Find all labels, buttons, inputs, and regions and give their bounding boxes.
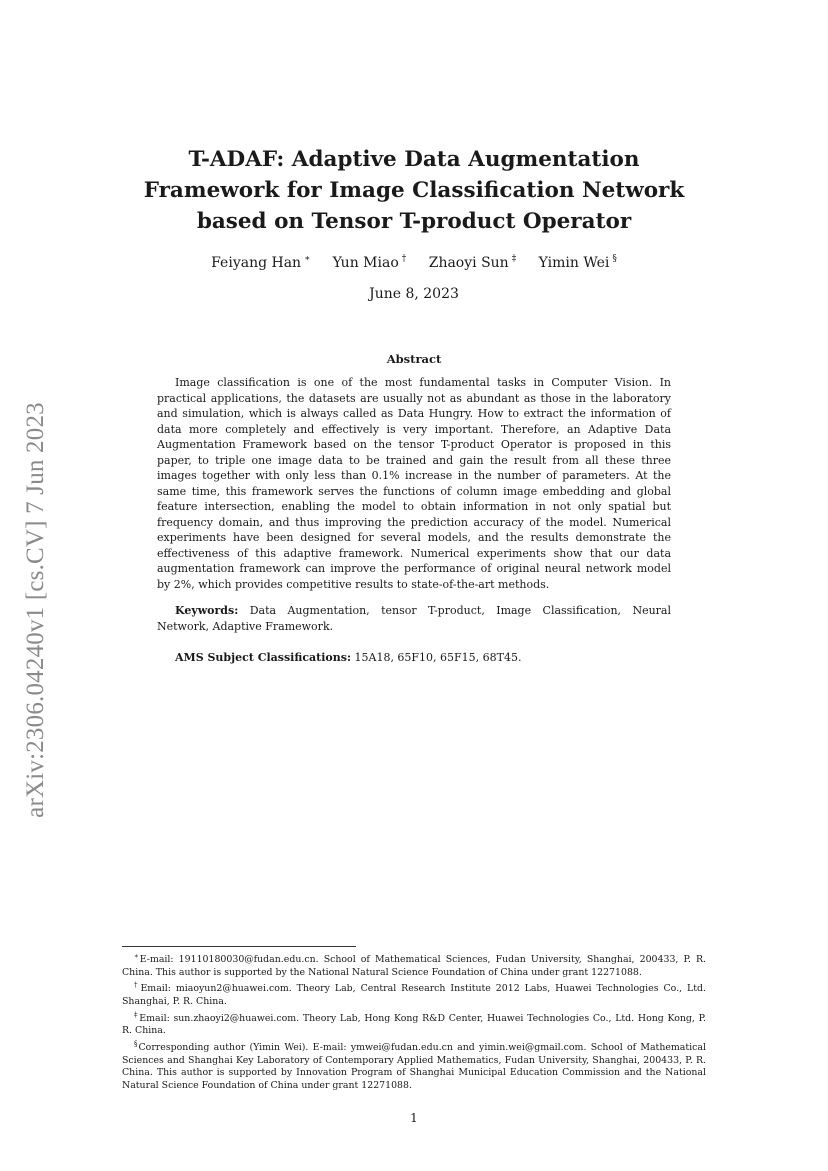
author-mark: ‡ bbox=[511, 254, 517, 264]
keywords-label: Keywords: bbox=[175, 604, 239, 617]
author-mark: † bbox=[401, 254, 407, 264]
author bbox=[333, 255, 407, 271]
footnote-text: Email: miaoyun2@huawei.com. Theory Lab, Central Research Institute 2012 Labs, Huawei Technologies Co., Ltd. Shanghai, P. R. China. bbox=[122, 983, 706, 1008]
author bbox=[429, 255, 516, 271]
abstract-heading: Abstract bbox=[386, 352, 442, 366]
paper-title bbox=[120, 144, 708, 237]
title-line: based on Tensor T-product Operator bbox=[196, 209, 632, 234]
footnote bbox=[122, 950, 706, 979]
footnote bbox=[122, 1038, 706, 1093]
footnote bbox=[122, 1009, 706, 1038]
author-mark: § bbox=[612, 254, 617, 264]
author-name: Yimin Wei bbox=[538, 254, 610, 271]
footnote-mark: § bbox=[134, 1039, 138, 1048]
author-list bbox=[0, 254, 828, 271]
footnote-mark: ‡ bbox=[134, 1010, 139, 1019]
ams-label: AMS Subject Classifications: bbox=[175, 651, 351, 664]
footnote-text: Corresponding author (Yimin Wei). E-mail: ymwei@fudan.edu.cn and yimin.wei@gmail.com. School of Mathematical Sciences and Shanghai Key Laboratory of Contemporary Applied Mathematics, Fudan University, Shanghai, 200433, P. R. China. This author is supported by Innovation Program of Shanghai Municipal Education Commission and the National Natural Science Foundation of China under grant 12271088. bbox=[122, 1042, 706, 1091]
footnote bbox=[122, 979, 706, 1008]
publication-date: June 8, 2023 bbox=[369, 286, 459, 302]
footnotes bbox=[122, 950, 706, 1092]
abstract-body: Image classification is one of the most fundamental tasks in Computer Vision. In practical applications, the datasets are usually not as abundant as those in the laboratory and simulation, which is always called as Data Hungry. How to extract the information of data more completely and effectively is very important. Therefore, an Adaptive Data Augmentation Framework based on the tensor T-product Operator is proposed in this paper, to triple one image data to be trained and gain the result from all these three images together with only less than 0.1% increase in the number of parameters. At the same time, this framework serves the functions of column image embedding and global feature intersection, enabling the model to obtain information in not only spatial but frequency domain, and thus improving the prediction accuracy of the model. Numerical experiments have been designed for several models, and the results demonstrate the effectiveness of this adaptive framework. Numerical experiments show that our data augmentation framework can improve the performance of original neural network model by 2%, which provides competitive results to state-of-the-art methods. bbox=[157, 376, 671, 591]
author bbox=[539, 255, 617, 271]
ams-text: 15A18, 65F10, 65F15, 68T45. bbox=[354, 651, 522, 664]
footnote-mark: † bbox=[134, 981, 140, 990]
keywords-text: Data Augmentation, tensor T-product, Image Classification, Neural Network, Adaptive Framework. bbox=[157, 604, 671, 633]
footnote-mark: ∗ bbox=[134, 952, 139, 960]
author-mark: ∗ bbox=[304, 254, 311, 264]
arxiv-sidebar bbox=[14, 375, 58, 845]
author-name: Yun Miao bbox=[332, 254, 399, 271]
footnote-text: Email: sun.zhaoyi2@huawei.com. Theory Lab, Hong Kong R&D Center, Huawei Technologies Co., Ltd. Hong Kong, P. R. China. bbox=[122, 1012, 706, 1037]
title-line: Framework for Image Classification Network bbox=[143, 178, 685, 203]
ams-classifications bbox=[157, 650, 671, 666]
title-line: T-ADAF: Adaptive Data Augmentation bbox=[188, 147, 640, 172]
author-name: Feiyang Han bbox=[211, 254, 302, 271]
footnote-text: E-mail: 19110180030@fudan.edu.cn. School of Mathematical Sciences, Fudan University, Shanghai, 200433, P. R. China. This author is supported by the National Natural Science Foundation of China under grant 12271088. bbox=[122, 954, 706, 978]
page-number: 1 bbox=[410, 1111, 418, 1125]
arxiv-identifier: arXiv:2306.04240v1 [cs.CV] 7 Jun 2023 bbox=[22, 402, 50, 818]
keywords bbox=[157, 603, 671, 634]
author-name: Zhaoyi Sun bbox=[428, 254, 509, 271]
footnote-rule bbox=[122, 946, 356, 947]
author bbox=[211, 255, 310, 271]
